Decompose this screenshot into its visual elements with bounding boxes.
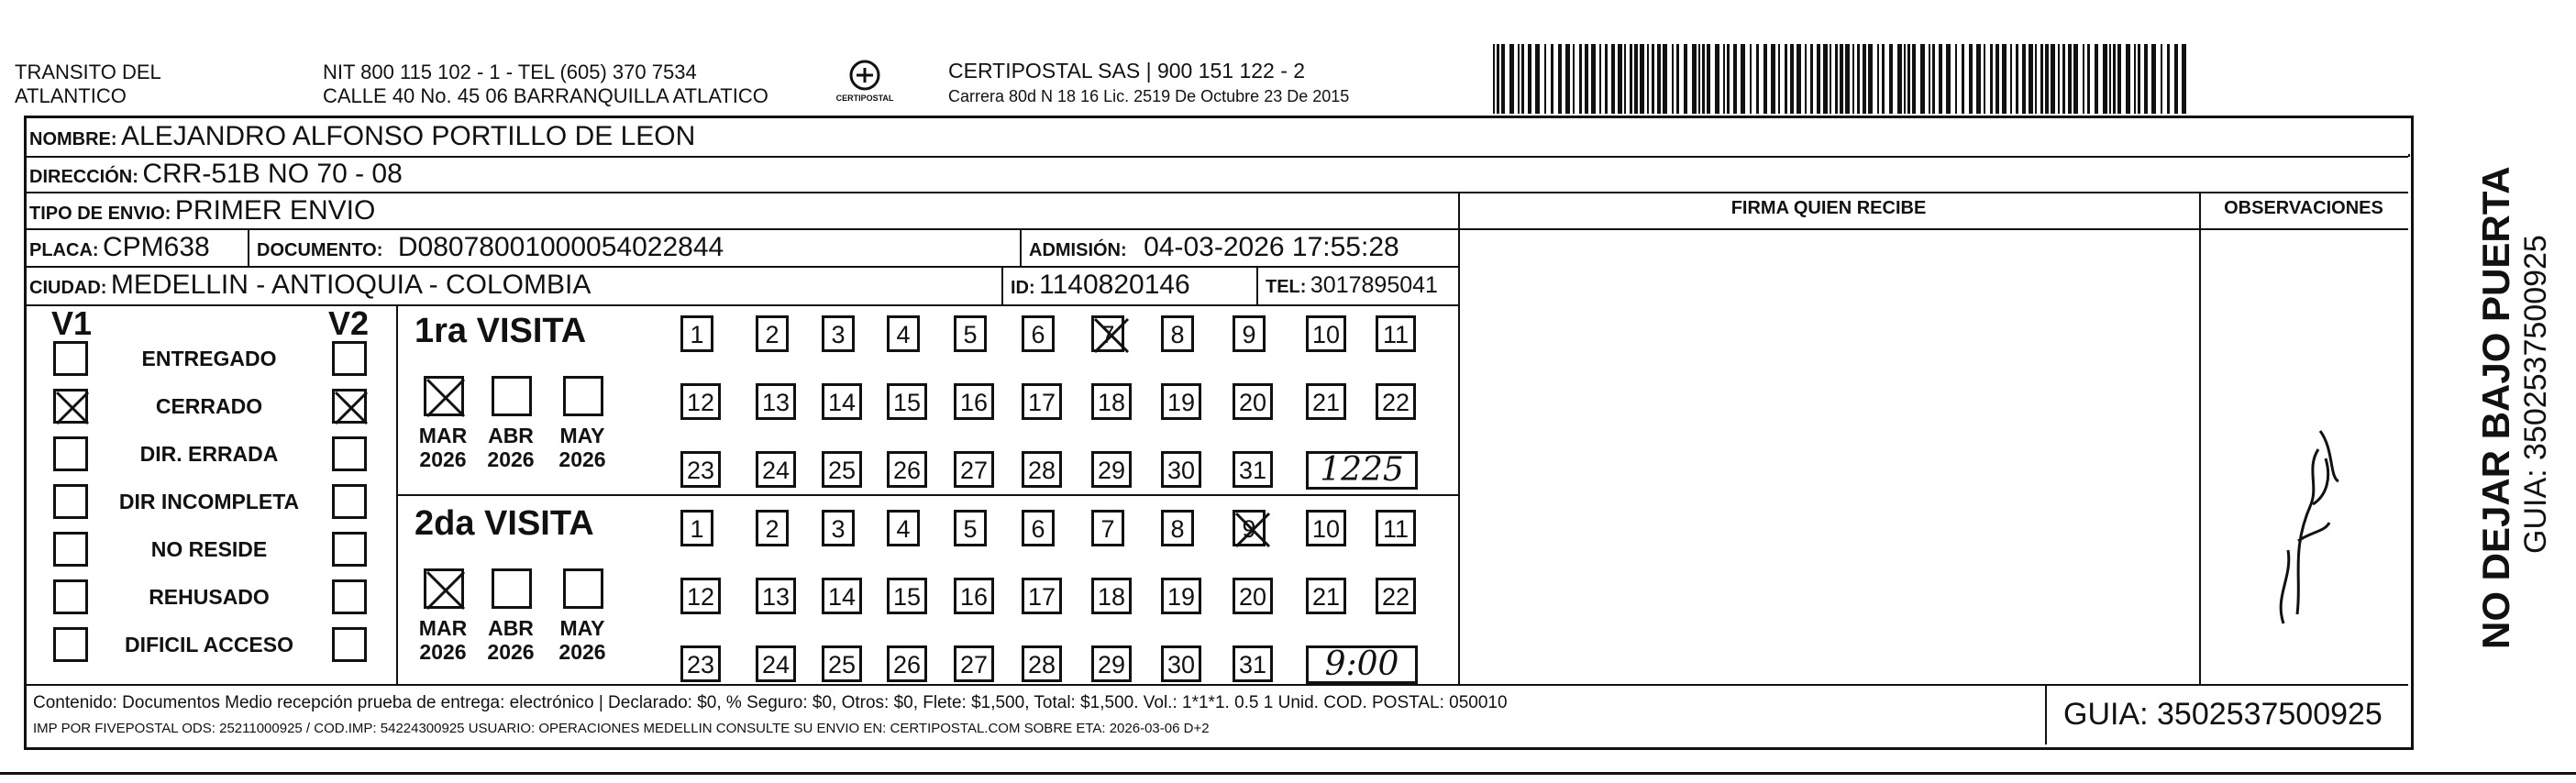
day-box[interactable]: 9 (1233, 510, 1266, 546)
day-box[interactable]: 22 (1376, 383, 1416, 420)
barcode-bar (1640, 44, 1644, 114)
id-row (1011, 269, 1190, 306)
v1-checkbox[interactable] (53, 341, 88, 376)
barcode-bar (1852, 44, 1854, 114)
day-box[interactable]: 2 (756, 510, 789, 546)
firma-header: FIRMA QUIEN RECIBE (1730, 198, 1927, 218)
day-box[interactable]: 7 (1091, 315, 1124, 352)
v2-checkbox[interactable] (332, 389, 367, 424)
second-visit-title: 2da VISITA (415, 504, 594, 543)
barcode-bar (1778, 44, 1780, 114)
barcode-bar (2002, 44, 2007, 114)
day-box[interactable]: 28 (1022, 645, 1062, 682)
v1-label: V1 (51, 304, 93, 342)
barcode-bar (2068, 44, 2072, 114)
v1-checkbox[interactable] (53, 484, 88, 519)
barcode-bar (1509, 44, 1514, 114)
month-checkbox[interactable] (563, 376, 603, 416)
admision-value: 04-03-2026 17:55:28 (1144, 232, 1399, 262)
handwritten-time: 1225 (1306, 451, 1418, 490)
barcode-bar (1630, 44, 1632, 114)
day-box[interactable]: 9 (1233, 315, 1266, 352)
barcode-bar (2062, 44, 2065, 114)
year-label: 2026 (419, 640, 467, 664)
barcode-bar (1599, 44, 1601, 114)
day-box[interactable]: 2 (756, 315, 789, 352)
nombre-row (29, 120, 695, 158)
barcode-bar (1663, 44, 1667, 114)
day-box[interactable]: 19 (1161, 383, 1201, 420)
barcode-bar (2035, 44, 2037, 114)
barcode-bar (1904, 44, 1906, 114)
day-box[interactable]: 31 (1233, 645, 1273, 682)
barcode-bar (1684, 44, 1687, 114)
admision-label: ADMISIÓN: (1029, 240, 1127, 260)
barcode-bar (2182, 44, 2186, 114)
day-box[interactable]: 20 (1233, 383, 1273, 420)
barcode-bar (1585, 44, 1588, 114)
barcode-bar (1835, 44, 1838, 114)
month-label: MAR (418, 424, 468, 447)
barcode-bar (1707, 44, 1710, 114)
v2-checkbox[interactable] (332, 484, 367, 519)
x-mark-icon (424, 376, 468, 420)
day-box[interactable]: 29 (1091, 645, 1132, 682)
barcode-bar (1551, 44, 1553, 114)
nombre-label: NOMBRE: (29, 129, 117, 149)
v2-label: V2 (328, 304, 370, 342)
barcode-bar (1535, 44, 1540, 114)
month-label: MAY (559, 616, 605, 640)
barcode-bar (2103, 44, 2107, 114)
barcode-bar (2113, 44, 2116, 114)
tipo-value: PRIMER ENVIO (174, 195, 376, 226)
x-mark-icon (1233, 510, 1273, 550)
day-box[interactable]: 14 (822, 578, 862, 614)
v2-checkbox[interactable] (332, 532, 367, 567)
barcode-bar (1579, 44, 1582, 114)
barcode-bar (1805, 44, 1807, 114)
barcode-bar (1692, 44, 1697, 114)
tel-row (1266, 269, 1438, 305)
id-value: 1140820146 (1039, 270, 1190, 300)
certipostal-logo (833, 57, 897, 110)
barcode-bar (1756, 44, 1759, 114)
day-box[interactable]: 27 (954, 645, 994, 682)
day-box[interactable]: 15 (887, 383, 927, 420)
barcode-bar (1518, 44, 1520, 114)
tipo-row (29, 194, 375, 232)
barcode (1493, 44, 2192, 114)
barcode-bar (1501, 44, 1505, 114)
direccion-row (29, 158, 403, 195)
day-box[interactable]: 21 (1306, 383, 1346, 420)
direccion-value: CRR-51B NO 70 - 08 (142, 159, 403, 189)
barcode-bar (1647, 44, 1649, 114)
nombre-value: ALEJANDRO ALFONSO PORTILLO DE LEON (121, 121, 696, 151)
v1-checkbox[interactable] (53, 389, 88, 424)
day-box[interactable]: 12 (680, 383, 721, 420)
barcode-bar (1962, 44, 1964, 114)
barcode-bar (1907, 44, 1910, 114)
v2-checkbox[interactable] (332, 341, 367, 376)
placa-row (29, 231, 210, 269)
v2-checkbox[interactable] (332, 579, 367, 614)
barcode-bar (1702, 44, 1705, 114)
barcode-bar (1984, 44, 1985, 114)
barcode-bar (1920, 44, 1925, 114)
barcode-bar (1727, 44, 1730, 114)
day-box[interactable]: 30 (1161, 451, 1201, 488)
day-box[interactable]: 24 (756, 451, 796, 488)
barcode-bar (1990, 44, 1993, 114)
day-box[interactable]: 26 (887, 645, 927, 682)
barcode-bar (1785, 44, 1787, 114)
barcode-bar (1817, 44, 1820, 114)
barcode-bar (2083, 44, 2084, 114)
day-box[interactable]: 31 (1233, 451, 1273, 488)
sender-line1: TRANSITO DEL (15, 61, 161, 83)
month-label: MAR (418, 616, 468, 640)
barcode-bar (1897, 44, 1902, 114)
day-box[interactable]: 17 (1022, 578, 1062, 614)
barcode-bar (2010, 44, 2012, 114)
day-box[interactable]: 15 (887, 578, 927, 614)
barcode-bar (1605, 44, 1608, 114)
barcode-bar (1868, 44, 1873, 114)
barcode-bar (1863, 44, 1866, 114)
day-box[interactable]: 23 (680, 451, 721, 488)
day-box[interactable]: 11 (1376, 510, 1416, 546)
barcode-bar (1591, 44, 1596, 114)
barcode-bar (1741, 44, 1745, 114)
company-license: Carrera 80d N 18 16 Lic. 2519 De Octubre 23 De 2015 (948, 87, 1350, 105)
barcode-bar (1932, 44, 1935, 114)
barcode-bar (2058, 44, 2060, 114)
status-option-label: CERRADO (155, 394, 263, 418)
barcode-bar (2126, 44, 2130, 114)
year-label: 2026 (558, 640, 606, 664)
admision-row (1029, 231, 1399, 269)
barcode-bar (1493, 44, 1495, 114)
footer-contenido: Contenido: Documentos Medio recepción prueba de entrega: electrónico | Declarado: $0, % Seguro: $0, Otros: $0, Flete: $1,500, Total: $1,500. Vol.: 1*1*1. 0.5 1 Unid. COD. POSTAL: 050010 (33, 693, 1508, 712)
v2-checkbox[interactable] (332, 627, 367, 662)
day-box[interactable]: 22 (1376, 578, 1416, 614)
barcode-bar (2051, 44, 2055, 114)
day-box[interactable]: 18 (1091, 383, 1132, 420)
day-box[interactable]: 12 (680, 578, 721, 614)
barcode-bar (1877, 44, 1879, 114)
day-box[interactable]: 23 (680, 645, 721, 682)
barcode-bar (1889, 44, 1893, 114)
observaciones-header: OBSERVACIONES (2224, 198, 2383, 218)
day-box[interactable]: 25 (822, 645, 862, 682)
barcode-bar (1624, 44, 1626, 114)
documento-label: DOCUMENTO: (257, 240, 383, 260)
barcode-bar (1723, 44, 1725, 114)
status-option-label: DIFICIL ACCESO (124, 633, 293, 656)
month-checkbox[interactable] (492, 568, 532, 609)
day-box[interactable]: 25 (822, 451, 862, 488)
v2-checkbox[interactable] (332, 436, 367, 471)
barcode-bar (1929, 44, 1930, 114)
barcode-bar (1882, 44, 1885, 114)
x-mark-icon (1091, 315, 1132, 356)
barcode-bar (1558, 44, 1562, 114)
day-box[interactable]: 13 (756, 578, 796, 614)
barcode-bar (2161, 44, 2162, 114)
barcode-bar (1797, 44, 1801, 114)
barcode-bar (1996, 44, 1999, 114)
barcode-bar (1676, 44, 1679, 114)
v1-checkbox[interactable] (53, 436, 88, 471)
barcode-bar (1969, 44, 1973, 114)
handwritten-signature (2210, 394, 2394, 633)
barcode-bar (1618, 44, 1622, 114)
day-box[interactable]: 27 (954, 451, 994, 488)
barcode-bar (2087, 44, 2090, 114)
barcode-bar (1611, 44, 1615, 114)
barcode-bar (2045, 44, 2049, 114)
barcode-bar (2109, 44, 2111, 114)
day-box[interactable]: 5 (954, 510, 987, 546)
v1-checkbox[interactable] (53, 579, 88, 614)
status-option-label: DIR. ERRADA (139, 442, 279, 466)
status-option-label: ENTREGADO (141, 347, 277, 370)
day-box[interactable]: 5 (954, 315, 987, 352)
day-box[interactable]: 26 (887, 451, 927, 488)
day-box[interactable]: 10 (1306, 315, 1346, 352)
ciudad-value: MEDELLIN - ANTIOQUIA - COLOMBIA (110, 270, 591, 300)
day-box[interactable]: 3 (822, 315, 855, 352)
barcode-bar (2095, 44, 2098, 114)
day-box[interactable]: 24 (756, 645, 796, 682)
handwritten-time: 9:00 (1306, 645, 1418, 684)
month-checkbox[interactable] (492, 376, 532, 416)
status-option-label: REHUSADO (149, 585, 270, 609)
documento-row (257, 231, 724, 269)
barcode-bar (2029, 44, 2033, 114)
day-box[interactable]: 11 (1376, 315, 1416, 352)
placa-label: PLACA: (29, 240, 99, 260)
barcode-bar (1565, 44, 1570, 114)
day-box[interactable]: 4 (887, 510, 920, 546)
day-box[interactable]: 14 (822, 383, 862, 420)
barcode-bar (1912, 44, 1916, 114)
month-checkbox[interactable] (424, 568, 464, 609)
barcode-bar (1840, 44, 1843, 114)
day-box[interactable]: 10 (1306, 510, 1346, 546)
day-box[interactable]: 3 (822, 510, 855, 546)
day-box[interactable]: 29 (1091, 451, 1132, 488)
day-box[interactable]: 1 (680, 510, 713, 546)
barcode-bar (1634, 44, 1638, 114)
barcode-bar (1652, 44, 1654, 114)
month-label: ABR (488, 616, 534, 640)
barcode-bar (1750, 44, 1752, 114)
barcode-bar (1715, 44, 1719, 114)
day-box[interactable]: 20 (1233, 578, 1273, 614)
documento-value: D08078001000054022844 (397, 232, 724, 262)
side-guia: GUIA: 3502537500925 (2518, 235, 2553, 554)
barcode-bar (1955, 44, 1957, 114)
month-checkbox[interactable] (563, 568, 603, 609)
barcode-bar (2022, 44, 2026, 114)
day-box[interactable]: 4 (887, 315, 920, 352)
barcode-bar (1528, 44, 1531, 114)
ciudad-row (29, 269, 591, 306)
day-box[interactable]: 1 (680, 315, 713, 352)
barcode-bar (1657, 44, 1661, 114)
barcode-bar (1763, 44, 1767, 114)
barcode-bar (1521, 44, 1524, 114)
barcode-bar (1810, 44, 1813, 114)
day-box[interactable]: 8 (1161, 510, 1194, 546)
side-warning: NO DEJAR BAJO PUERTA (2474, 166, 2517, 649)
day-box[interactable]: 19 (1161, 578, 1201, 614)
barcode-bar (1946, 44, 1951, 114)
barcode-bar (1790, 44, 1794, 114)
company-name: CERTIPOSTAL SAS | 900 151 122 - 2 (948, 59, 1306, 83)
x-mark-icon (332, 389, 370, 427)
barcode-bar (1939, 44, 1942, 114)
barcode-bar (2167, 44, 2170, 114)
barcode-bar (2174, 44, 2178, 114)
barcode-bar (2117, 44, 2121, 114)
barcode-bar (1544, 44, 1546, 114)
barcode-bar (2134, 44, 2136, 114)
sender-nit: NIT 800 115 102 - 1 - TEL (605) 370 7534 (323, 61, 697, 83)
month-label: ABR (488, 424, 534, 447)
year-label: 2026 (419, 447, 467, 471)
year-label: 2026 (487, 640, 535, 664)
barcode-bar (2016, 44, 2018, 114)
month-checkbox[interactable] (424, 376, 464, 416)
logo-text: CERTIPOSTAL (835, 94, 894, 103)
direccion-label: DIRECCIÓN: (29, 167, 138, 187)
barcode-bar (1823, 44, 1828, 114)
day-box[interactable]: 21 (1306, 578, 1346, 614)
day-box[interactable]: 17 (1022, 383, 1062, 420)
barcode-bar (2151, 44, 2156, 114)
sender-line2: ATLANTICO (15, 84, 127, 107)
v1-checkbox[interactable] (53, 627, 88, 662)
x-mark-icon (53, 389, 92, 427)
month-label: MAY (559, 424, 605, 447)
status-option-label: NO RESIDE (150, 537, 268, 561)
barcode-bar (2073, 44, 2078, 114)
barcode-bar (1771, 44, 1775, 114)
barcode-bar (2138, 44, 2140, 114)
day-box[interactable]: 8 (1161, 315, 1194, 352)
barcode-bar (1672, 44, 1674, 114)
v1-checkbox[interactable] (53, 532, 88, 567)
day-box[interactable]: 28 (1022, 451, 1062, 488)
day-box[interactable]: 6 (1022, 510, 1055, 546)
sender-address: CALLE 40 No. 45 06 BARRANQUILLA ATLATICO (323, 84, 768, 107)
barcode-bar (1845, 44, 1850, 114)
barcode-bar (1698, 44, 1700, 114)
day-box[interactable]: 16 (954, 383, 994, 420)
day-box[interactable]: 13 (756, 383, 796, 420)
day-box[interactable]: 18 (1091, 578, 1132, 614)
footer-imp: IMP POR FIVEPOSTAL ODS: 25211000925 / COD.IMP: 54224300925 USUARIO: OPERACIONES MEDELLIN CONSULTE SU ENVIO EN: CERTIPOSTAL.COM SOBRE ETA: 2026-03-06 D+2 (33, 721, 1210, 736)
barcode-bar (1857, 44, 1860, 114)
year-label: 2026 (558, 447, 606, 471)
day-box[interactable]: 30 (1161, 645, 1201, 682)
placa-value: CPM638 (103, 232, 210, 262)
day-box[interactable]: 6 (1022, 315, 1055, 352)
barcode-bar (1976, 44, 1981, 114)
ciudad-label: CIUDAD: (29, 278, 107, 298)
id-label: ID: (1011, 278, 1035, 298)
barcode-bar (1497, 44, 1499, 114)
tel-label: TEL: (1266, 277, 1307, 297)
barcode-bar (2144, 44, 2148, 114)
x-mark-icon (424, 568, 468, 612)
status-option-label: DIR INCOMPLETA (118, 490, 300, 513)
barcode-bar (1830, 44, 1831, 114)
barcode-bar (1733, 44, 1737, 114)
first-visit-title: 1ra VISITA (415, 312, 587, 350)
tel-value: 3017895041 (1310, 272, 1438, 298)
footer-guia: GUIA: 3502537500925 (2063, 697, 2383, 732)
tipo-label: TIPO DE ENVIO: (29, 204, 171, 224)
year-label: 2026 (487, 447, 535, 471)
day-box[interactable]: 16 (954, 578, 994, 614)
barcode-bar (2040, 44, 2043, 114)
day-box[interactable]: 7 (1091, 510, 1124, 546)
barcode-bar (1573, 44, 1575, 114)
